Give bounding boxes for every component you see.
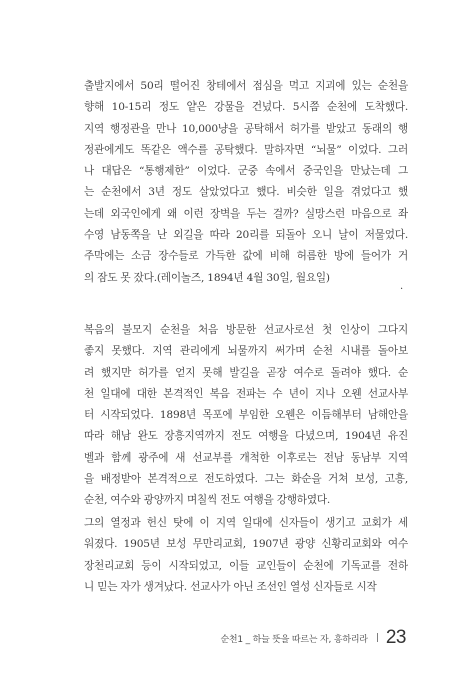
text-line: 니 믿는 자가 생겨났다. 선교사가 아닌 조선인 열성 신자들로 시작 <box>84 580 377 593</box>
text-line: 복음의 불모지 순천을 처음 방문한 선교사로선 첫 인상이 그다지 <box>84 324 408 336</box>
text-line: 나 대답은 “통행제한” 이었다. 군중 속에서 중국인을 만났는데 그 <box>84 165 408 178</box>
text-line: 벨과 함께 광주에 새 선교부를 개척한 이후로는 전남 동남부 지역 <box>84 451 408 464</box>
text-line: 는데 외국인에게 왜 이런 장벽을 두는 걸까? 실망스런 마음으로 좌 <box>84 207 408 220</box>
text-line: 려 했지만 허가를 얻지 못해 발길을 곧장 여수로 돌려야 했다. 순 <box>84 366 408 379</box>
footer-separator: | <box>375 633 379 643</box>
page-footer <box>220 627 406 649</box>
text-line: 순천, 여수와 광양까지 며칠씩 전도 여행을 강행하였다. <box>84 494 331 507</box>
text-line: 주막에는 소금 장수들로 가득한 값에 비해 허름한 방에 들어가 거 <box>84 250 408 263</box>
text-line: 정관에게도 똑같은 액수를 공탁했다. 말하자면 “뇌물” 이었다. 그러 <box>84 143 408 156</box>
paragraph-first-visit <box>84 320 408 512</box>
text-line: 장천리교회 등이 시작되었고, 이들 교인들이 순천에 기독교를 전하 <box>84 559 408 572</box>
trailing-mark: . <box>400 281 404 292</box>
text-line: 터 시작되었다. 1898년 목포에 부임한 오웬은 이듬해부터 남해안을 <box>84 409 408 422</box>
text-line: 을 배정받아 본격적으로 전도하였다. 그는 화순을 거쳐 보성, 고흥, <box>84 473 408 486</box>
paragraph-church-growth <box>84 513 408 598</box>
text-line: 의 잠도 못 잤다.(레이놀즈, 1894년 4월 30일, 월요일) <box>84 271 330 284</box>
text-line: 지역 행정관을 만나 10,000냥을 공탁해서 허가를 받았고 동래의 행 <box>84 122 408 135</box>
text-line: 는 순천에서 3년 정도 살았었다고 했다. 비슷한 일을 겪었다고 했 <box>84 186 408 199</box>
text-line: 향해 10-15리 정도 얕은 강물을 건넜다. 5시쯤 순천에 도착했다. <box>84 101 408 114</box>
text-line: 출발지에서 50리 떨어진 창테에서 점심을 먹고 지괴에 있는 순천을 <box>84 80 408 92</box>
paragraph-travel-journal <box>84 76 408 289</box>
text-line: 워졌다. 1905년 보성 무만리교회, 1907년 광양 신황리교회와 여수 <box>84 538 408 551</box>
page-number: 23 <box>385 627 406 648</box>
text-line: 그의 열정과 헌신 탓에 이 지역 일대에 신자들이 생기고 교회가 세 <box>84 517 408 529</box>
text-line: 천 일대에 대한 본격적인 복음 전파는 수 년이 지나 오웬 선교사부 <box>84 387 408 400</box>
running-title: 순천1 _ 하늘 뜻을 따르는 자, 흥하리라 <box>220 634 368 645</box>
text-line: 따라 해남 완도 장흥지역까지 전도 여행을 다녔으며, 1904년 유진 <box>84 430 408 443</box>
text-line: 좋지 못했다. 지역 관리에게 뇌물까지 써가며 순천 시내를 돌아보 <box>84 345 408 358</box>
text-line: 수영 남동쪽을 난 외길을 따라 20리를 되돌아 오니 날이 저물었다. <box>84 229 408 242</box>
